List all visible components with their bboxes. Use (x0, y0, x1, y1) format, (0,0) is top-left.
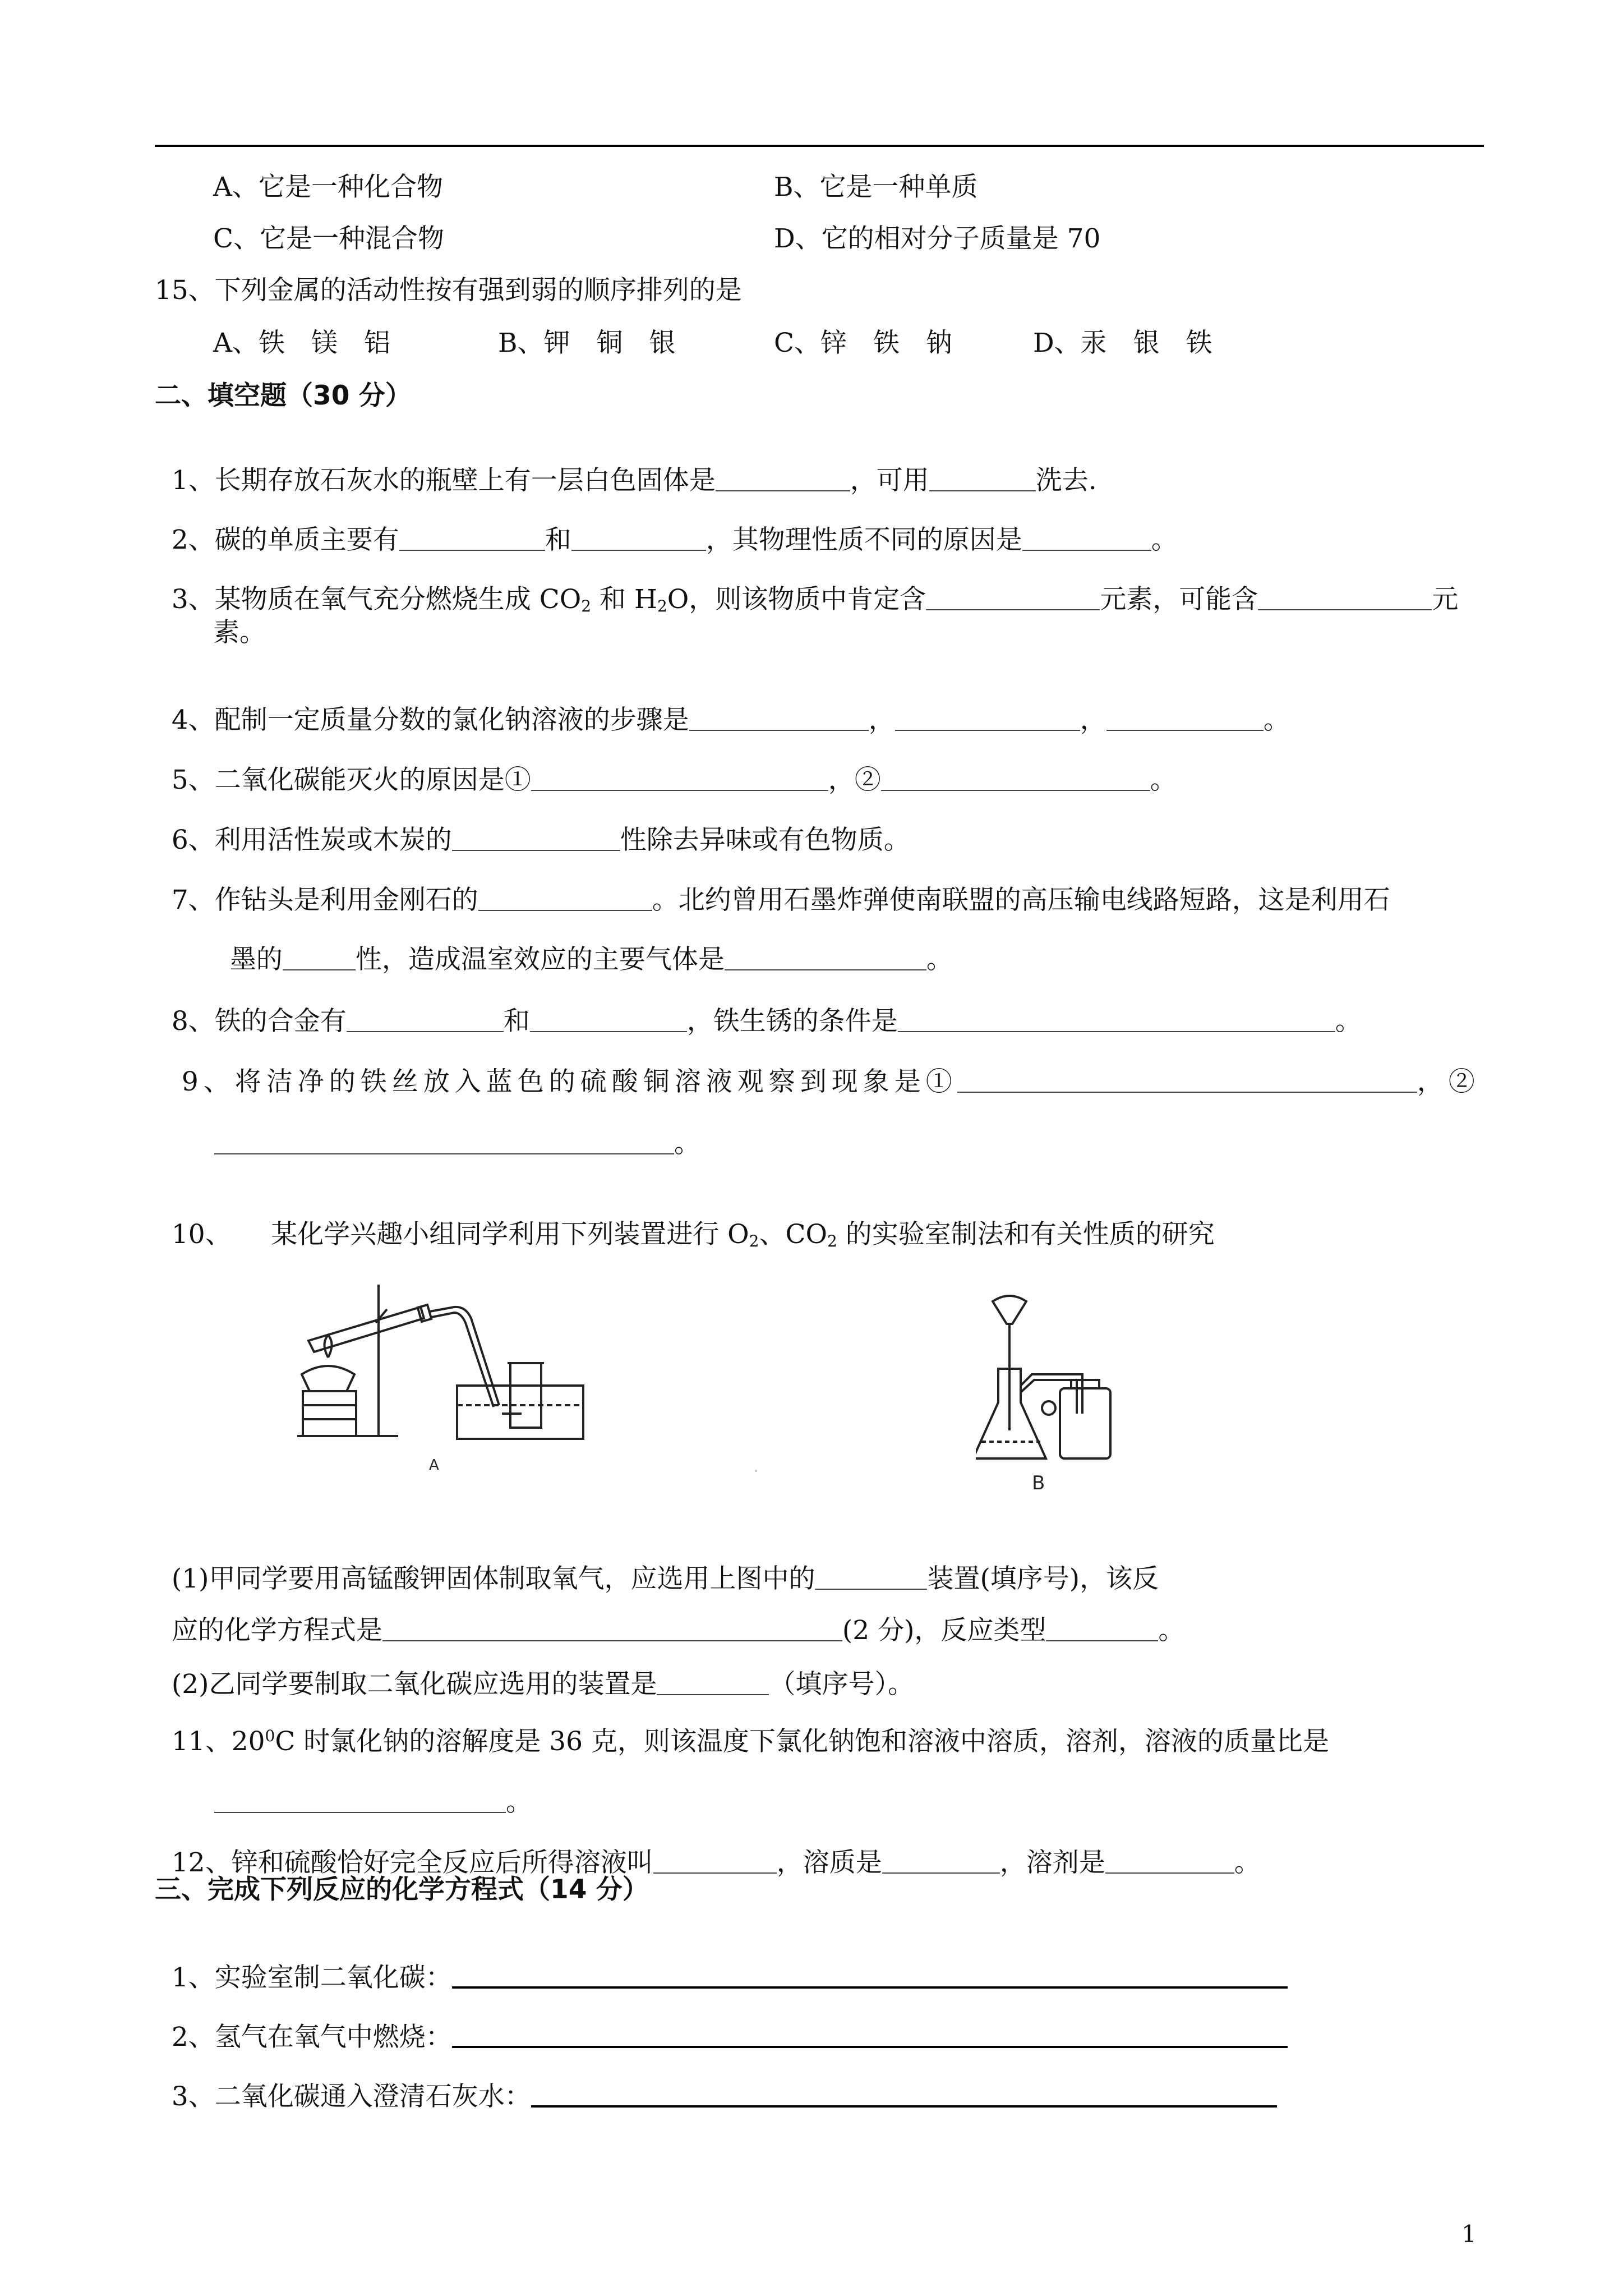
section3-title: 三、完成下列反应的化学方程式（14 分） (155, 1874, 649, 1905)
answer-blank[interactable] (653, 1850, 777, 1874)
answer-blank[interactable] (1105, 1850, 1234, 1874)
eq-q2: 2、氢气在氧气中燃烧： (155, 1997, 1288, 2050)
answer-blank[interactable] (1258, 587, 1432, 610)
apparatus-a-label: A (429, 1457, 439, 1474)
fill-q1: 1、长期存放石灰水的瓶壁上有一层白色固体是 ，可用 洗去. (171, 465, 1097, 496)
fill-q5: 5、二氧化碳能灭火的原因是① ，② 。 (171, 765, 1177, 795)
answer-blank[interactable] (530, 1009, 687, 1032)
fill-q10-2: (2)乙同学要制取二氧化碳应选用的装置是 （填序号）。 (171, 1669, 914, 1700)
answer-blank[interactable] (1022, 527, 1151, 551)
answer-blank[interactable] (881, 767, 1150, 791)
equation-answer-line[interactable] (531, 2083, 1277, 2108)
q14-option-b: B、它是一种单质 (774, 172, 978, 203)
fill-q10-1-cont: 应的化学方程式是 (2 分)，反应类型 。 (171, 1615, 1185, 1646)
answer-blank[interactable] (689, 707, 869, 731)
section2-title: 二、填空题（30 分） (155, 380, 412, 411)
answer-blank[interactable] (452, 827, 620, 851)
fill-q11-cont: 。 (197, 1763, 532, 1815)
fill-q10: 10、 某化学兴趣小组同学利用下列装置进行 $O_2$、$CO_2$ 的实验室制法和有关性质的研究 (171, 1219, 1215, 1250)
q15-option-b: B、钾 铜 银 (498, 328, 676, 358)
eq-q1: 1、实验室制二氧化碳： (155, 1938, 1288, 1991)
q14-option-c: C、它是一种混合物 (213, 223, 444, 254)
q15-option-d: D、汞 银 铁 (1033, 328, 1212, 358)
answer-blank[interactable] (716, 468, 850, 491)
answer-blank[interactable] (531, 767, 828, 791)
answer-blank[interactable] (214, 1131, 674, 1154)
fill-q10-1: (1)甲同学要用高锰酸钾固体制取氧气，应选用上图中的 装置(填序号)，该反 (171, 1563, 1159, 1594)
answer-blank[interactable] (725, 947, 926, 970)
answer-blank[interactable] (815, 1566, 927, 1590)
answer-blank[interactable] (895, 707, 1080, 731)
eq-q3: 3、二氧化碳通入澄清石灰水： (155, 2056, 1277, 2110)
answer-blank[interactable] (347, 1009, 504, 1032)
fill-q7: 7、作钻头是利用金刚石的 。北约曾用石墨炸弹使南联盟的高压输电线路短路，这是利用石 (171, 885, 1390, 915)
fill-q8: 8、铁的合金有 和 ，铁生锈的条件是 。 (171, 1006, 1362, 1037)
fill-q4: 4、配制一定质量分数的氯化钠溶液的步骤是 ， ， 。 (171, 705, 1290, 735)
answer-blank[interactable] (898, 1009, 1335, 1032)
fill-q12: 12、锌和硫酸恰好完全反应后所得溶液叫 ，溶质是 ，溶剂是 。 (171, 1847, 1261, 1878)
page-number: 1 (1461, 2220, 1477, 2248)
equation-answer-line[interactable] (452, 2023, 1288, 2048)
answer-blank[interactable] (1046, 1618, 1158, 1641)
fill-q9-cont: 。 (197, 1104, 700, 1157)
q15-option-c: C、锌 铁 钠 (774, 328, 952, 358)
q14-option-d: D、它的相对分子质量是 70 (774, 223, 1101, 254)
answer-blank[interactable] (283, 947, 356, 970)
answer-blank[interactable] (657, 1672, 769, 1695)
apparatus-b-label: B (1032, 1472, 1045, 1494)
fill-q6: 6、利用活性炭或木炭的 性除去异味或有色物质。 (171, 825, 910, 855)
answer-blank[interactable] (957, 1069, 1417, 1093)
answer-blank[interactable] (929, 468, 1036, 491)
q15-stem: 15、下列金属的活动性按有强到弱的顺序排列的是 (155, 275, 742, 306)
fill-q11: 11、$20^0C$ 时氯化钠的溶解度是 36 克，则该温度下氯化钠饱和溶液中溶质，溶剂，溶液的质量比是 (171, 1726, 1329, 1757)
scan-speck (755, 1470, 757, 1472)
answer-blank[interactable] (926, 587, 1100, 610)
answer-blank[interactable] (399, 527, 545, 551)
header-rule (155, 145, 1484, 147)
answer-blank[interactable] (214, 1789, 506, 1813)
answer-blank[interactable] (571, 527, 706, 551)
fill-q9: 9、将洁净的铁丝放入蓝色的硫酸铜溶液观察到现象是① ，② (181, 1066, 1480, 1097)
answer-blank[interactable] (382, 1618, 842, 1641)
fill-q3-cont: 素。 (213, 617, 266, 648)
fill-q7-cont: 墨的 性，造成温室效应的主要气体是 。 (229, 944, 953, 975)
fill-q2: 2、碳的单质主要有 和 ，其物理性质不同的原因是 。 (171, 524, 1178, 555)
answer-blank[interactable] (1106, 707, 1264, 731)
answer-blank[interactable] (478, 887, 652, 911)
q15-option-a: A、铁 镁 铝 (213, 328, 390, 358)
q14-option-a: A、它是一种化合物 (213, 172, 443, 203)
apparatus-a-diagram (286, 1273, 600, 1487)
apparatus-b-diagram (976, 1290, 1144, 1503)
equation-answer-line[interactable] (452, 1964, 1288, 1989)
answer-blank[interactable] (882, 1850, 1000, 1874)
fill-q3: 3、某物质在氧气充分燃烧生成 $CO_2$ 和 $H_2O$，则该物质中肯定含 元素，可能含 元 (171, 584, 1459, 615)
